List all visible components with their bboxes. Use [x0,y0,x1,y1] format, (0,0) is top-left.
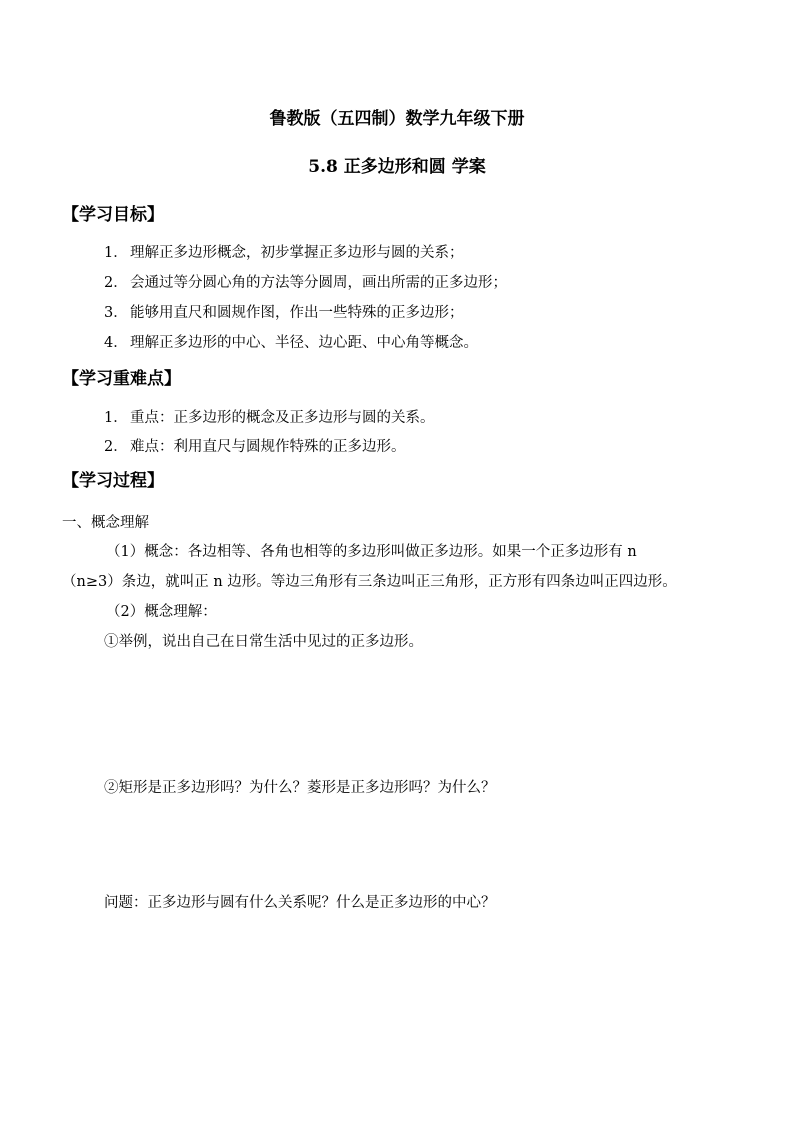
question-3: 问题：正多边形与圆有什么关系呢？什么是正多边形的中心？ [104,895,496,911]
concept-subheading: （2）概念理解： [106,604,217,620]
objectives-heading: 【学习目标】 [62,205,164,225]
key-point-item [104,437,406,457]
objective-text: 理解正多边形概念，初步掌握正多边形与圆的关系； [130,245,464,261]
objective-number: 2． [104,275,128,291]
section-title: 一、概念理解 [62,515,149,531]
document-subtitle: 5.8 正多边形和圆 学案 [308,157,486,177]
key-point-text: 难点：利用直尺与圆规作特殊的正多边形。 [130,439,406,455]
objective-item [104,333,478,353]
concept-line-2: （n≥3）条边，就叫正 n 边形。等边三角形有三条边叫正三角形，正方形有四条边叫正四边形。 [62,574,677,590]
question-2: ②矩形是正多边形吗？为什么？菱形是正多边形吗？为什么？ [104,780,496,796]
objective-text: 会通过等分圆心角的方法等分圆周，画出所需的正多边形； [130,275,507,291]
key-point-text: 重点：正多边形的概念及正多边形与圆的关系。 [130,410,435,426]
process-heading: 【学习过程】 [62,471,164,491]
key-points-heading: 【学习重难点】 [62,369,181,389]
objective-number: 3． [104,305,128,321]
objective-text: 能够用直尺和圆规作图，作出一些特殊的正多边形； [130,305,464,321]
objective-number: 1． [104,245,128,261]
key-point-number: 1． [104,410,128,426]
objective-item [104,303,464,323]
objective-item [104,273,507,293]
key-point-item [104,408,435,428]
key-point-number: 2． [104,439,128,455]
question-1: ①举例，说出自己在日常生活中见过的正多边形。 [104,634,423,650]
concept-line-1: （1）概念：各边相等、各角也相等的多边形叫做正多边形。如果一个正多边形有 n [106,544,637,560]
objective-item [104,243,464,263]
objective-text: 理解正多边形的中心、半径、边心距、中心角等概念。 [130,335,478,351]
document-title: 鲁教版（五四制）数学九年级下册 [269,109,525,129]
objective-number: 4． [104,335,128,351]
